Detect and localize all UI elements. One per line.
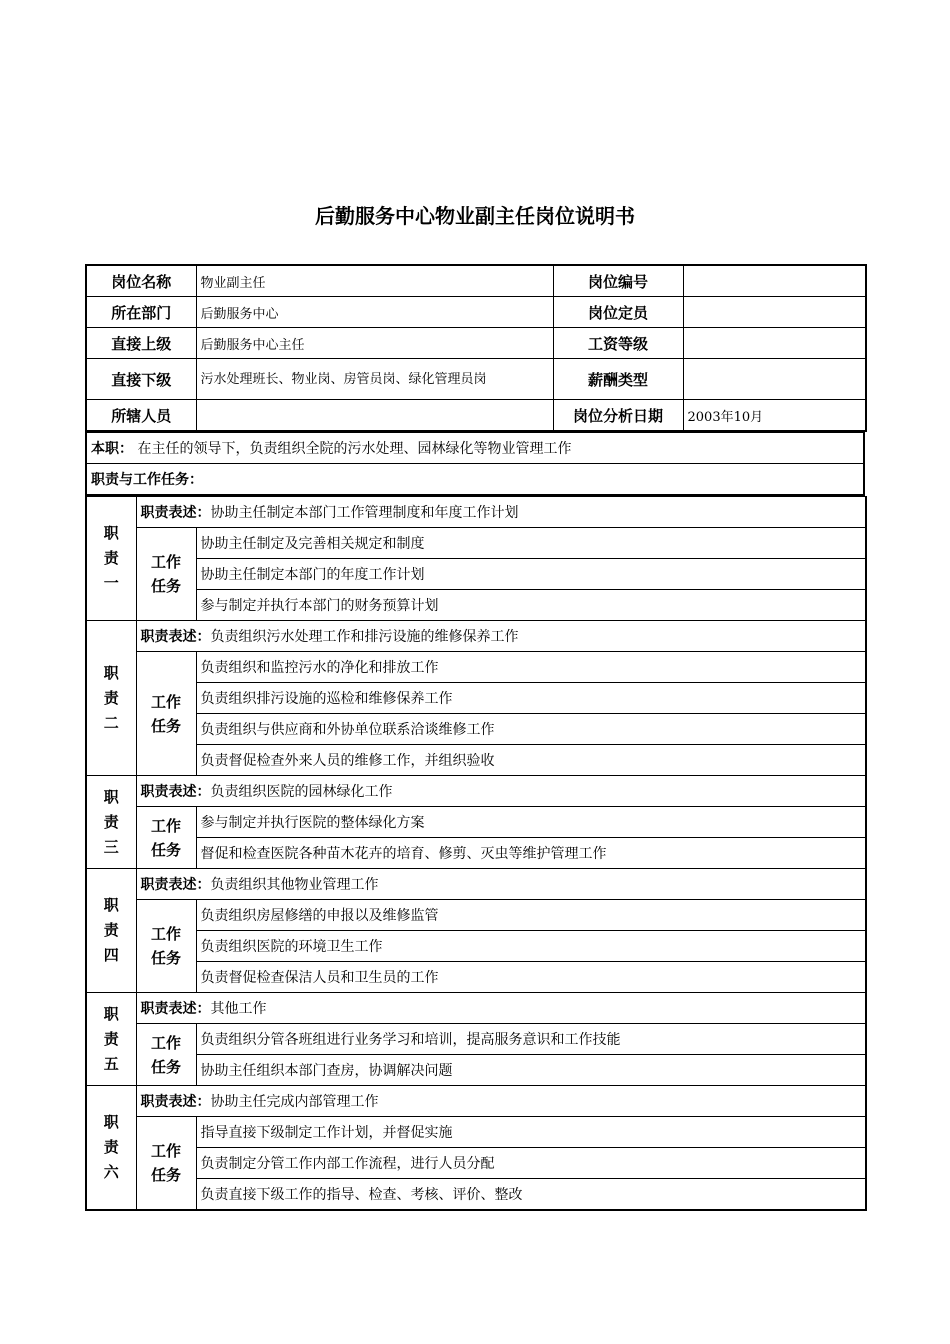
task-row: [86, 807, 866, 838]
duty-desc-cell: [136, 869, 866, 900]
duty-label: 职责五: [86, 993, 136, 1086]
position-name-label: 岗位名称: [86, 265, 196, 297]
task-row: [86, 962, 866, 993]
task-row: [86, 745, 866, 776]
headcount-value: [683, 297, 866, 328]
duty-desc-cell: [136, 1086, 866, 1117]
task-row: [86, 931, 866, 962]
task-item: 协助主任制定及完善相关规定和制度: [196, 528, 866, 559]
salary-type-value: [683, 359, 866, 400]
duty-label: 职责一: [86, 497, 136, 621]
task-row: [86, 1179, 866, 1211]
task-label: 工作任务: [136, 807, 196, 869]
duty-desc-text: 负责组织污水处理工作和排污设施的维修保养工作: [210, 629, 519, 645]
duty-desc-text: 其他工作: [210, 1001, 267, 1017]
duty-label: 职责六: [86, 1086, 136, 1211]
analysis-date-value: 2003年10月: [683, 400, 866, 432]
duty-desc-row: [86, 1086, 866, 1117]
task-row: [86, 1148, 866, 1179]
superior-label: 直接上级: [86, 328, 196, 359]
task-row: [86, 714, 866, 745]
task-item: 督促和检查医院各种苗木花卉的培育、修剪、灭虫等维护管理工作: [196, 838, 866, 869]
task-row: [86, 559, 866, 590]
duty-desc-text: 协助主任完成内部管理工作: [210, 1094, 379, 1110]
superior-value: 后勤服务中心主任: [196, 328, 553, 359]
duty-desc-row: [86, 621, 866, 652]
duty-desc-text: 负责组织其他物业管理工作: [210, 877, 379, 893]
position-no-value: [683, 265, 866, 297]
duty-desc-label: 职责表述：: [140, 877, 211, 893]
task-label: 工作任务: [136, 900, 196, 993]
duty-label: 职责三: [86, 776, 136, 869]
task-row: [86, 1024, 866, 1055]
task-item: 负责组织排污设施的巡检和维修保养工作: [196, 683, 866, 714]
task-item: 负责组织与供应商和外协单位联系洽谈维修工作: [196, 714, 866, 745]
job-description-form: [85, 264, 865, 1211]
duty-desc-row: [86, 497, 866, 528]
department-value: 后勤服务中心: [196, 297, 553, 328]
task-item: 负责组织房屋修缮的申报以及维修监管: [196, 900, 866, 931]
duty-desc-text: 负责组织医院的园林绿化工作: [210, 784, 393, 800]
department-label: 所在部门: [86, 297, 196, 328]
duty-label: 职责四: [86, 869, 136, 993]
staff-value: [196, 400, 553, 432]
subordinate-label: 直接下级: [86, 359, 196, 400]
task-row: [86, 900, 866, 931]
duty-desc-cell: [136, 497, 866, 528]
task-item: 负责制定分管工作内部工作流程，进行人员分配: [196, 1148, 866, 1179]
task-row: [86, 683, 866, 714]
task-label: 工作任务: [136, 1117, 196, 1211]
task-item: 负责组织医院的环境卫生工作: [196, 931, 866, 962]
position-no-label: 岗位编号: [553, 265, 683, 297]
task-item: 参与制定并执行本部门的财务预算计划: [196, 590, 866, 621]
salary-type-label: 薪酬类型: [553, 359, 683, 400]
task-item: 参与制定并执行医院的整体绿化方案: [196, 807, 866, 838]
info-row: [86, 297, 866, 328]
duty-desc-text: 协助主任制定本部门工作管理制度和年度工作计划: [210, 505, 519, 521]
task-row: [86, 528, 866, 559]
duties-table: [85, 496, 867, 1211]
task-label: 工作任务: [136, 528, 196, 621]
info-row: [86, 400, 866, 432]
basic-info-table: [85, 264, 867, 432]
core-duty-label: 本职：: [91, 441, 133, 457]
task-item: 协助主任组织本部门查房，协调解决问题: [196, 1055, 866, 1086]
wage-level-label: 工资等级: [553, 328, 683, 359]
subordinate-value: 污水处理班长、物业岗、房管员岗、绿化管理员岗: [196, 359, 553, 400]
duty-label: 职责二: [86, 621, 136, 776]
wage-level-value: [683, 328, 866, 359]
info-row: [86, 265, 866, 297]
core-duty-table: [85, 432, 865, 496]
task-item: 指导直接下级制定工作计划，并督促实施: [196, 1117, 866, 1148]
task-row: [86, 590, 866, 621]
duty-desc-cell: [136, 621, 866, 652]
document-title: 后勤服务中心物业副主任岗位说明书: [315, 204, 635, 228]
task-row: [86, 652, 866, 683]
duties-header: 职责与工作任务：: [86, 464, 864, 496]
task-item: 负责直接下级工作的指导、检查、考核、评价、整改: [196, 1179, 866, 1211]
task-label: 工作任务: [136, 652, 196, 776]
duty-desc-row: [86, 776, 866, 807]
duty-desc-label: 职责表述：: [140, 1094, 211, 1110]
analysis-date-label: 岗位分析日期: [553, 400, 683, 432]
task-item: 负责组织分管各班组进行业务学习和培训，提高服务意识和工作技能: [196, 1024, 866, 1055]
duty-desc-label: 职责表述：: [140, 505, 211, 521]
duty-desc-row: [86, 993, 866, 1024]
duty-desc-cell: [136, 776, 866, 807]
duty-desc-label: 职责表述：: [140, 1001, 211, 1017]
task-row: [86, 1117, 866, 1148]
duty-desc-row: [86, 869, 866, 900]
core-duty-row: [86, 433, 864, 464]
info-row: [86, 359, 866, 400]
core-duty-text: 在主任的领导下，负责组织全院的污水处理、园林绿化等物业管理工作: [137, 441, 572, 457]
info-row: [86, 328, 866, 359]
duty-desc-label: 职责表述：: [140, 784, 211, 800]
task-item: 负责组织和监控污水的净化和排放工作: [196, 652, 866, 683]
task-item: 协助主任制定本部门的年度工作计划: [196, 559, 866, 590]
duty-desc-cell: [136, 993, 866, 1024]
duty-desc-label: 职责表述：: [140, 629, 211, 645]
task-row: [86, 1055, 866, 1086]
staff-label: 所辖人员: [86, 400, 196, 432]
task-item: 负责督促检查保洁人员和卫生员的工作: [196, 962, 866, 993]
headcount-label: 岗位定员: [553, 297, 683, 328]
task-item: 负责督促检查外来人员的维修工作，并组织验收: [196, 745, 866, 776]
task-label: 工作任务: [136, 1024, 196, 1086]
position-name-value: 物业副主任: [196, 265, 553, 297]
task-row: [86, 838, 866, 869]
